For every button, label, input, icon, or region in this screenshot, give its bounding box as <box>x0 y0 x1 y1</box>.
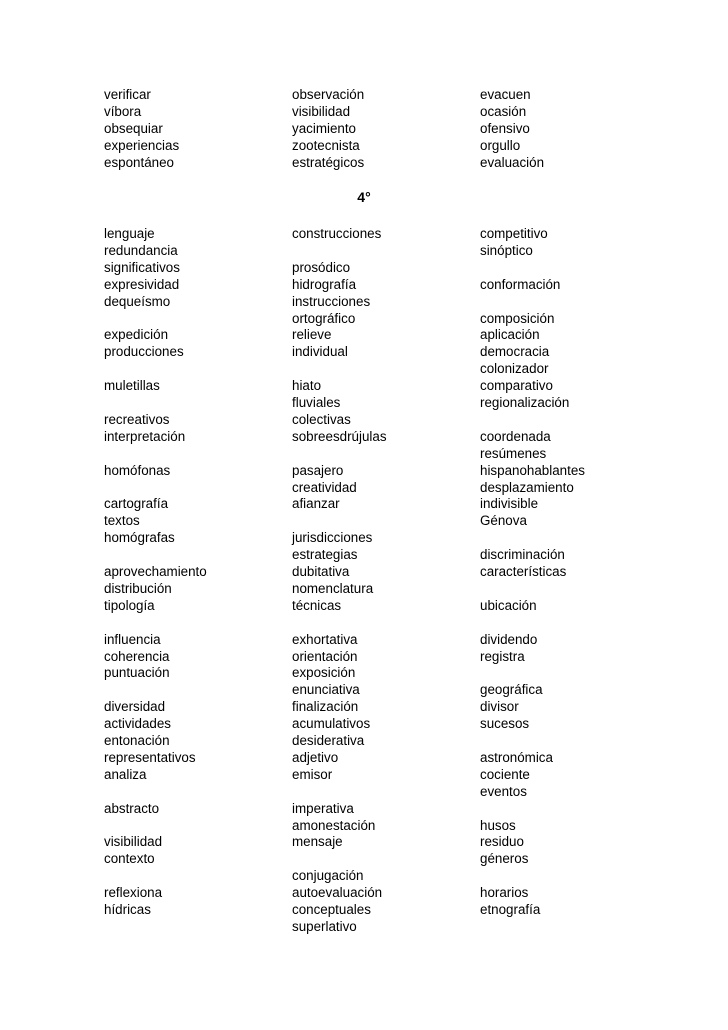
word-cell-col-2: amonestación <box>292 817 376 833</box>
word-cell-col-3: evaluación <box>480 154 545 170</box>
word-cell-col-1: visibilidad <box>104 834 163 850</box>
word-row <box>0 918 728 935</box>
word-row <box>0 445 728 462</box>
word-cell-col-2: desiderativa <box>292 733 365 748</box>
word-cell-col-1: aprovechamiento <box>104 564 207 579</box>
word-cell-col-1: contexto <box>104 851 155 867</box>
word-row <box>0 529 728 546</box>
word-cell-col-2: superlativo <box>292 918 357 934</box>
word-row <box>0 833 728 850</box>
word-cell-col-3: colonizador <box>480 361 549 377</box>
word-cell-col-3: indivisible <box>480 496 539 512</box>
word-row <box>0 580 728 597</box>
word-cell-col-3: registra <box>480 648 525 664</box>
word-cell-col-3: resúmenes <box>480 445 547 461</box>
word-cell-col-2: técnicas <box>292 597 342 613</box>
word-cell-col-1: reflexiona <box>104 885 163 901</box>
word-cell-col-1: tipología <box>104 597 155 613</box>
word-row <box>0 103 728 120</box>
word-cell-col-1: redundancia <box>104 242 178 258</box>
word-cell-col-3: orgullo <box>480 137 521 153</box>
word-row <box>0 120 728 137</box>
word-row <box>0 597 728 614</box>
word-cell-col-3: ofensivo <box>480 120 530 136</box>
word-cell-col-3: comparativo <box>480 378 553 394</box>
word-cell-col-1: muletillas <box>104 378 160 394</box>
word-cell-col-2: pasajero <box>292 462 344 478</box>
word-row <box>0 394 728 411</box>
word-cell-col-3: astronómica <box>480 749 553 765</box>
word-cell-col-2: adjetivo <box>292 749 339 765</box>
word-cell-col-2: hidrografía <box>292 276 357 292</box>
word-row <box>0 664 728 681</box>
word-row <box>0 86 728 103</box>
word-cell-col-2: nomenclatura <box>292 580 374 596</box>
grade-heading <box>0 188 728 206</box>
word-row <box>0 310 728 327</box>
word-row <box>0 817 728 834</box>
word-row <box>0 225 728 242</box>
word-cell-col-2: instrucciones <box>292 293 371 309</box>
word-cell-col-2: exposición <box>292 665 356 681</box>
word-cell-col-1: actividades <box>104 716 171 732</box>
word-cell-col-1: puntuación <box>104 665 170 681</box>
grade-heading-text: 4° <box>357 189 371 205</box>
word-cell-col-1: entonación <box>104 733 170 748</box>
word-cell-col-3: eventos <box>480 783 527 799</box>
word-cell-col-2: individual <box>292 344 348 360</box>
word-cell-col-1: interpretación <box>104 428 186 444</box>
word-cell-col-2: dubitativa <box>292 564 350 579</box>
word-cell-col-2: conjugación <box>292 868 364 884</box>
word-row <box>0 681 728 698</box>
word-cell-col-3: Génova <box>480 513 527 529</box>
word-cell-col-3: discriminación <box>480 547 565 563</box>
word-cell-col-1: representativos <box>104 749 196 765</box>
word-row <box>0 343 728 360</box>
word-cell-col-2: visibilidad <box>292 103 351 119</box>
word-cell-col-3: husos <box>480 817 516 833</box>
word-cell-col-2: enunciativa <box>292 682 360 698</box>
word-cell-col-3: horarios <box>480 885 529 901</box>
word-cell-col-1: coherencia <box>104 648 170 664</box>
word-cell-col-1: cartografía <box>104 496 169 512</box>
word-cell-col-1: expresividad <box>104 276 180 292</box>
word-cell-col-2: creatividad <box>292 479 357 495</box>
word-row <box>0 631 728 648</box>
word-cell-col-2: colectivas <box>292 411 351 427</box>
word-cell-col-2: emisor <box>292 766 333 782</box>
word-cell-col-1: analiza <box>104 766 147 782</box>
word-row <box>0 479 728 496</box>
word-row <box>0 850 728 867</box>
word-cell-col-1: víbora <box>104 103 142 119</box>
word-row <box>0 783 728 800</box>
word-cell-col-3: etnografía <box>480 902 541 917</box>
word-cell-col-1: espontáneo <box>104 154 174 170</box>
word-cell-col-3: características <box>480 564 567 579</box>
word-cell-col-3: dividendo <box>480 631 538 647</box>
word-cell-col-2: zootecnista <box>292 137 360 153</box>
word-cell-col-1: hídricas <box>104 902 151 917</box>
word-cell-col-3: divisor <box>480 699 519 715</box>
word-row <box>0 428 728 445</box>
word-cell-col-2: finalización <box>292 699 359 715</box>
word-row <box>0 326 728 343</box>
word-cell-col-2: autoevaluación <box>292 885 383 901</box>
word-row <box>0 495 728 512</box>
word-cell-col-2: mensaje <box>292 834 343 850</box>
word-row <box>0 766 728 783</box>
word-cell-col-1: significativos <box>104 259 180 275</box>
word-cell-col-3: hispanohablantes <box>480 462 585 478</box>
word-row <box>0 377 728 394</box>
word-row <box>0 546 728 563</box>
word-cell-col-2: conceptuales <box>292 902 371 917</box>
word-cell-col-2: sobreesdrújulas <box>292 428 387 444</box>
word-cell-col-1: homófonas <box>104 462 171 478</box>
word-cell-col-3: géneros <box>480 851 529 867</box>
word-cell-col-1: distribución <box>104 580 172 596</box>
word-cell-col-3: aplicación <box>480 327 540 343</box>
word-row <box>0 715 728 732</box>
word-cell-col-2: imperativa <box>292 800 354 816</box>
word-cell-col-3: coordenada <box>480 428 551 444</box>
word-cell-col-3: democracia <box>480 344 550 360</box>
word-cell-col-3: evacuen <box>480 87 531 102</box>
word-cell-col-2: construcciones <box>292 226 382 241</box>
word-cell-col-2: fluviales <box>292 395 341 410</box>
word-cell-col-2: estratégicos <box>292 154 365 170</box>
word-row <box>0 154 728 171</box>
word-cell-col-2: exhortativa <box>292 631 358 647</box>
word-cell-col-3: conformación <box>480 276 561 292</box>
word-cell-col-3: regionalización <box>480 395 570 410</box>
word-cell-col-3: sucesos <box>480 716 530 732</box>
word-cell-col-3: ocasión <box>480 103 527 119</box>
word-row <box>0 698 728 715</box>
word-row <box>0 242 728 259</box>
word-cell-col-1: verificar <box>104 87 151 102</box>
word-cell-col-2: relieve <box>292 327 332 343</box>
word-cell-col-2: observación <box>292 87 365 102</box>
word-cell-col-1: expedición <box>104 327 169 343</box>
word-cell-col-1: lenguaje <box>104 226 155 241</box>
word-row <box>0 749 728 766</box>
word-cell-col-1: recreativos <box>104 411 170 427</box>
word-cell-col-1: homógrafas <box>104 530 175 546</box>
word-cell-col-1: textos <box>104 513 140 529</box>
word-row <box>0 867 728 884</box>
word-cell-col-3: geográfica <box>480 682 543 698</box>
word-cell-col-1: producciones <box>104 344 184 360</box>
word-row <box>0 884 728 901</box>
word-row <box>0 648 728 665</box>
word-row <box>0 137 728 154</box>
word-cell-col-2: hiato <box>292 378 322 394</box>
word-cell-col-3: cociente <box>480 766 530 782</box>
word-cell-col-3: competitivo <box>480 226 548 241</box>
word-cell-col-3: desplazamiento <box>480 479 574 495</box>
word-row <box>0 512 728 529</box>
word-cell-col-3: sinóptico <box>480 242 533 258</box>
word-cell-col-1: abstracto <box>104 800 160 816</box>
word-row <box>0 360 728 377</box>
word-cell-col-1: dequeísmo <box>104 293 171 309</box>
word-row <box>0 276 728 293</box>
word-cell-col-1: obsequiar <box>104 120 163 136</box>
word-cell-col-3: residuo <box>480 834 524 850</box>
word-row <box>0 901 728 918</box>
word-row <box>0 462 728 479</box>
word-cell-col-3: composición <box>480 310 555 326</box>
word-row <box>0 259 728 276</box>
word-cell-col-3: ubicación <box>480 597 537 613</box>
word-row <box>0 411 728 428</box>
word-cell-col-1: diversidad <box>104 699 166 715</box>
word-row <box>0 800 728 817</box>
word-row <box>0 732 728 749</box>
word-cell-col-2: jurisdicciones <box>292 530 373 546</box>
word-row <box>0 563 728 580</box>
word-cell-col-2: estrategias <box>292 547 358 563</box>
word-cell-col-2: orientación <box>292 648 358 664</box>
word-row <box>0 614 728 631</box>
word-cell-col-2: ortográfico <box>292 310 356 326</box>
word-cell-col-2: acumulativos <box>292 716 371 732</box>
word-cell-col-2: yacimiento <box>292 120 357 136</box>
word-row <box>0 293 728 310</box>
word-cell-col-2: afianzar <box>292 496 340 512</box>
word-cell-col-2: prosódico <box>292 259 351 275</box>
word-cell-col-1: influencia <box>104 631 161 647</box>
word-cell-col-1: experiencias <box>104 137 180 153</box>
